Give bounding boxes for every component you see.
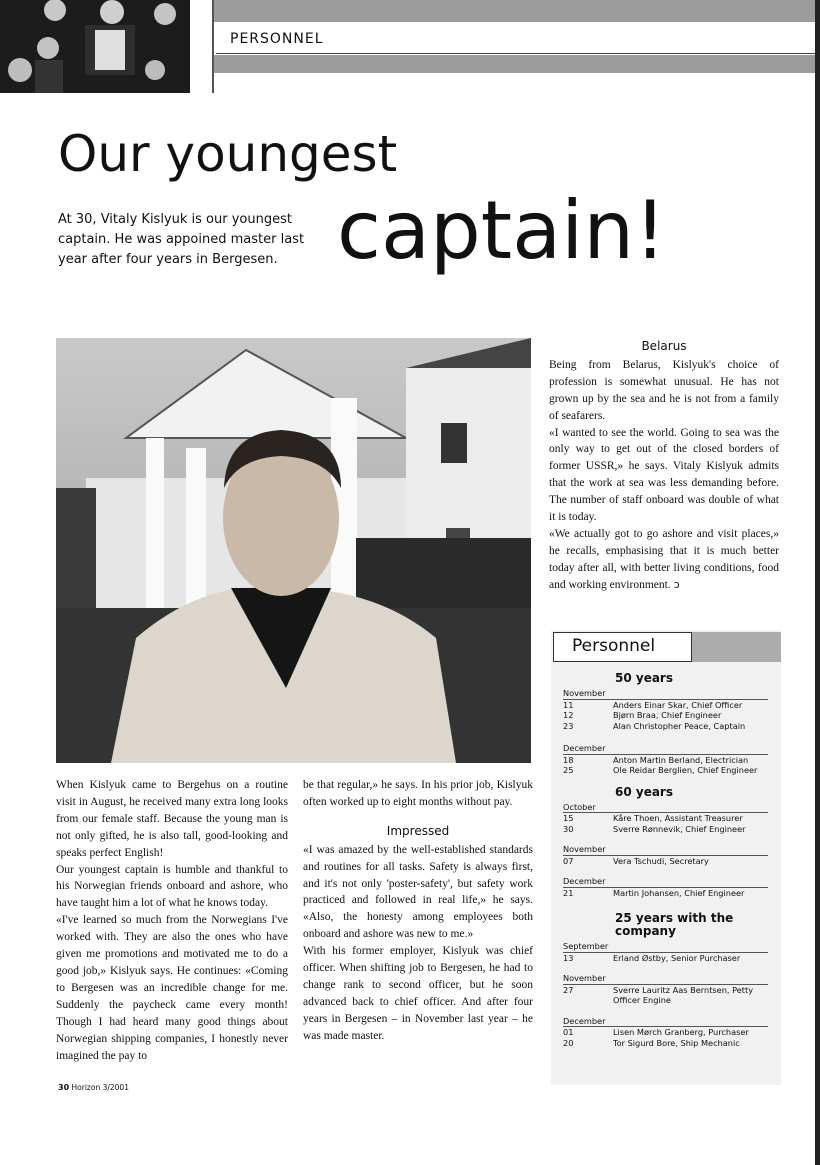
entry-name: Erland Østby, Senior Purchaser xyxy=(613,952,741,963)
entry-day: 30 xyxy=(563,823,574,834)
page-footer xyxy=(58,1083,129,1092)
group-title: 60 years xyxy=(615,784,673,799)
month-label: December xyxy=(563,1015,606,1026)
group-title: 50 years xyxy=(615,671,673,685)
entry-name: Vera Tschudi, Secretary xyxy=(613,855,709,866)
article-column xyxy=(56,777,288,1064)
list-item xyxy=(563,985,768,1006)
month-block xyxy=(563,688,768,731)
list-item xyxy=(563,1027,768,1038)
entry-day: 11 xyxy=(563,699,574,710)
list-item xyxy=(563,710,768,721)
entry-day: 15 xyxy=(563,813,574,823)
article-lede: At 30, Vitaly Kislyuk is our youngest captain. He was appoined master last year after four years in Bergesen. xyxy=(58,212,305,267)
section-label: PERSONNEL xyxy=(230,31,324,47)
header-divider xyxy=(212,0,214,93)
month-block xyxy=(563,973,768,1006)
month-block xyxy=(563,802,768,835)
publication-name: Horizon 3/2001 xyxy=(71,1083,129,1092)
header-group-photo xyxy=(0,0,190,93)
entry-name: Kåre Thoen, Assistant Treasurer xyxy=(613,813,743,823)
group-title: 25 years with the company xyxy=(615,911,734,938)
entry-day: 21 xyxy=(563,887,574,898)
list-item xyxy=(563,856,768,867)
header-divider xyxy=(216,53,820,54)
month-label: November xyxy=(563,973,606,983)
entry-name: Anton Martin Berland, Electrician xyxy=(613,754,749,765)
month-block xyxy=(563,844,768,866)
list-item xyxy=(563,953,768,964)
list-item xyxy=(563,700,768,711)
article-paragraph: «I was amazed by the well-established standards and routines for all tasks. Safety is always first, and it's not only 'poster-safety', but safety work practiced and followed in real life,» he says. «Also, the honesty among employees both onboard and ashore was new to me.» xyxy=(303,843,533,941)
article-paragraph xyxy=(549,526,779,594)
list-item xyxy=(563,1038,768,1049)
entry-name: Sverre Rønnevik, Chief Engineer xyxy=(613,823,746,834)
header-band xyxy=(212,55,820,73)
article-title: Our youngest xyxy=(58,125,398,183)
list-item xyxy=(563,824,768,835)
article-title: captain! xyxy=(337,184,667,277)
entry-day: 27 xyxy=(563,984,574,995)
entry-day: 23 xyxy=(563,720,574,731)
article-column xyxy=(549,338,779,594)
article-end-mark-icon: ↄ xyxy=(673,577,680,591)
list-item xyxy=(563,765,768,776)
article-paragraph: Being from Belarus, Kislyuk's choice of profession is somewhat unusual. He has not grown up by the sea and he is not from a family of seafarers. xyxy=(549,358,779,422)
month-block xyxy=(563,941,768,963)
list-item xyxy=(563,721,768,732)
month-label: October xyxy=(563,801,596,812)
personnel-title: Personnel xyxy=(572,636,656,656)
article-paragraph: With his former employer, Kislyuk was chief officer. When shifting job to Bergesen, he had to change rank to second officer, but he soon advanced back to chief officer. And after four years in Bergesen – in November last year – he was made master. xyxy=(303,945,533,1042)
page-number: 30 xyxy=(58,1083,70,1092)
header-band xyxy=(212,0,820,22)
personnel-list xyxy=(563,668,768,1053)
month-block xyxy=(563,876,768,898)
month-label: September xyxy=(563,941,609,951)
captain-portrait-photo xyxy=(56,338,531,763)
entry-name: Lisen Mørch Granberg, Purchaser xyxy=(613,1027,749,1037)
month-label: December xyxy=(563,743,606,753)
month-block xyxy=(563,1016,768,1049)
article-paragraph: «I've learned so much from the Norwegians I've worked with. They are also the ones who have given me promotions and motivated me to do a good job,» Kislyuk says. He continues: «Coming to Bergesen was an incredible change for me. Suddenly the paycheck came every month! Though I had heard many good things about Norwegian shipping companies, I honestly never imagined the pay to xyxy=(56,914,288,1062)
entry-name: Ole Reidar Berglien, Chief Engineer xyxy=(613,765,758,775)
article-paragraph: be that regular,» he says. In his prior job, Kislyuk often worked up to eight months without pay. xyxy=(303,779,533,808)
entry-name: Bjørn Braa, Chief Engineer xyxy=(613,710,722,720)
entry-name: Alan Christopher Peace, Captain xyxy=(613,720,746,731)
entry-day: 01 xyxy=(563,1027,574,1037)
list-item xyxy=(563,813,768,824)
personnel-header-band xyxy=(692,632,781,662)
entry-day: 07 xyxy=(563,855,574,866)
article-paragraph: When Kislyuk came to Bergehus on a routine visit in August, he received many extra long looks from our female staff. Because the young man is not only gifted, he is also tall, good-looking and speaks perfect English! xyxy=(56,779,288,859)
article-paragraph: «I wanted to see the world. Going to sea was the only way to get out of the closed borders of former USSR,» he says. Vitaly Kislyuk admits that the work at sea was less demanding before. The number of staff onboard was double of what it is today. xyxy=(549,426,779,524)
paragraph-text: «We actually got to go ashore and visit places,» he recalls, emphasising that it is much better today after all, with better living conditions, food and working environment. xyxy=(549,527,779,591)
month-label: November xyxy=(563,844,606,854)
entry-day: 20 xyxy=(563,1037,574,1048)
list-item xyxy=(563,888,768,899)
section-subheading: Belarus xyxy=(641,339,687,353)
entry-day: 13 xyxy=(563,952,574,963)
article-column xyxy=(303,777,533,1045)
page-edge xyxy=(815,0,820,1165)
entry-name: Anders Einar Skar, Chief Officer xyxy=(613,699,743,710)
month-block xyxy=(563,743,768,776)
article-paragraph: Our youngest captain is humble and thankful to his Norwegian friends onboard and ashore, who have taught him a lot of what he knows today. xyxy=(56,863,288,910)
section-subheading: Impressed xyxy=(386,823,450,838)
entry-name: Tor Sigurd Bore, Ship Mechanic xyxy=(613,1037,740,1048)
month-label: November xyxy=(563,688,606,698)
entry-day: 18 xyxy=(563,754,574,765)
entry-name: Sverre Lauritz Aas Berntsen, Petty Officer Engine xyxy=(613,984,754,1005)
entry-name: Martin Johansen, Chief Engineer xyxy=(613,887,745,898)
entry-day: 12 xyxy=(563,710,574,720)
list-item xyxy=(563,755,768,766)
entry-day: 25 xyxy=(563,765,574,775)
month-label: December xyxy=(563,876,606,886)
